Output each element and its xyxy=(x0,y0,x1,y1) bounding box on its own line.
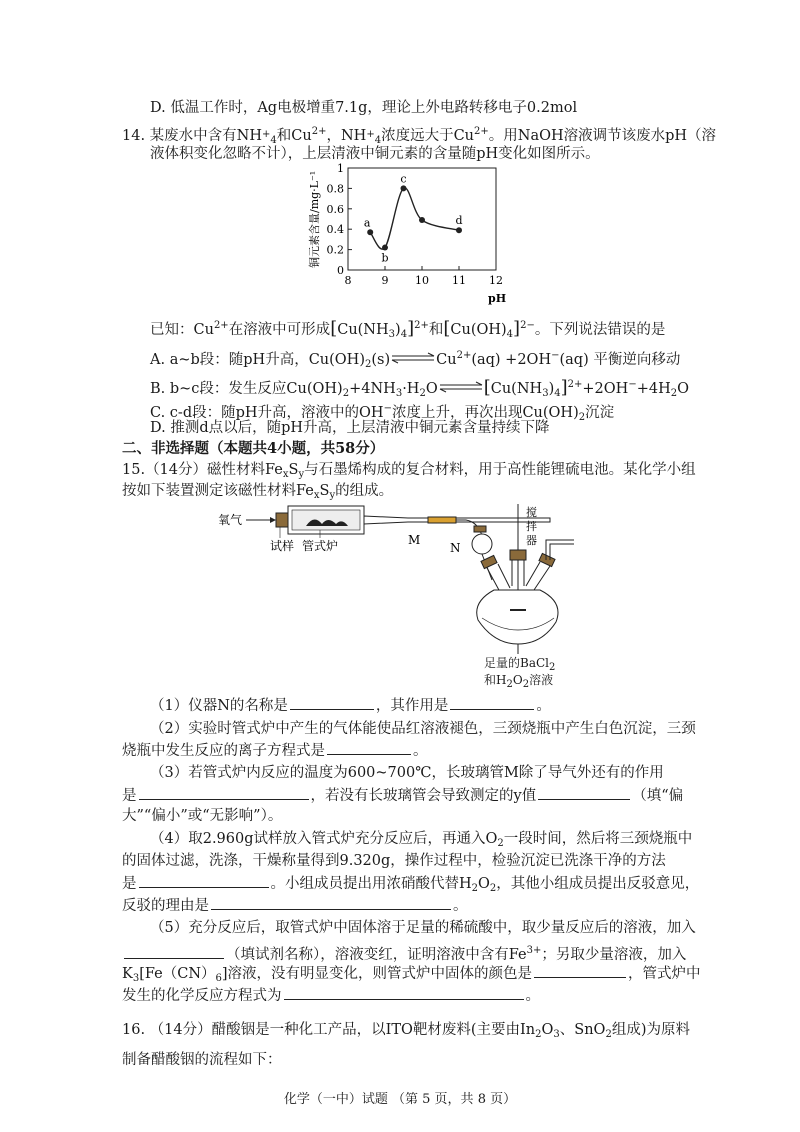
q15-part5-line4: 发生的化学反应方程式为 。 xyxy=(122,985,540,1006)
q15-part5-line3: $K_3[Fe(CN)_6]$溶液，没有明显变化，则管式炉中固体的颜色是 ，管式炉中 xyxy=(122,963,701,989)
q14-known: 已知：$Cu^{2+}$在溶液中可形成$[Cu(NH_3)_4]^{2+}$和$[Cu(OH)_4]^{2-}$。下列说法错误的是 xyxy=(150,318,666,340)
point-label: d xyxy=(455,214,463,228)
q14-option-c: C. c-d段：随pH升高，溶液中的OH−浓度上升，再次出现$Cu(OH)_2$沉淀 xyxy=(150,403,615,423)
q15-part4-line4: 反驳的理由是 。 xyxy=(122,895,468,916)
answer-blank[interactable] xyxy=(538,785,630,800)
q15-part3-line2: 是 ，若没有长玻璃管会导致测定的y值 （填“偏 xyxy=(122,785,683,806)
y-tick-label: 1 xyxy=(337,162,344,175)
x-tick-label: 12 xyxy=(489,274,503,287)
answer-blank[interactable] xyxy=(534,963,626,978)
q15-part3-line3: 大”“偏小”或“无影响”）。 xyxy=(122,808,283,824)
y-tick-label: 0.2 xyxy=(326,243,344,257)
page-footer: 化学（一中）试题 （第 5 页，共 8 页） xyxy=(283,1092,517,1107)
q15-part5-line2: （填试剂名称），溶液变红，证明溶液中含有$Fe^{3+}$；另取少量溶液，加入 xyxy=(122,941,686,965)
q15-part5-line1: （5）充分反应后，取管式炉中固体溶于足量的稀硫酸中，取少量反应后的溶液，加入 xyxy=(150,920,696,936)
stirrer-char-3: 器 xyxy=(526,534,537,547)
answer-blank[interactable] xyxy=(284,985,524,1000)
q16-stem-line1: 16. （14分）醋酸铟是一种化工产品，以ITO靶材废料(主要由$In_2O_3$、SnO$_2$组成)为原料 xyxy=(122,1022,690,1040)
instrument-n-label: N xyxy=(450,541,461,555)
data-point xyxy=(456,227,462,233)
reagent-label-1: 足量的BaCl$_2$ xyxy=(484,656,556,673)
three-neck-flask xyxy=(477,590,558,644)
experiment-apparatus xyxy=(210,500,590,662)
x-axis-label: pH xyxy=(488,292,507,305)
q14-stem-line1: 14. 某废水中含有$NH_{+4}$和$Cu^{2+}$，$NH_{+4}$浓度远大于$Cu^{2+}$。用NaOH溶液调节该废水pH（溶 xyxy=(122,126,717,146)
y-tick-label: 0 xyxy=(337,264,344,277)
equilibrium-arrow-icon xyxy=(390,352,436,364)
copper-ph-chart xyxy=(300,160,515,308)
q14-option-d: D. 推测d点以后，随pH升高，上层清液中铜元素含量持续下降 xyxy=(150,420,550,436)
q14-stem-line2: 液体积变化忽略不计），上层清液中铜元素的含量随pH变化如图所示。 xyxy=(150,146,600,162)
q15-part2-line2: 烧瓶中发生反应的离子方程式是 。 xyxy=(122,740,428,761)
answer-blank[interactable] xyxy=(290,695,374,710)
q15-part3-line1: （3）若管式炉内反应的温度为600~700℃，长玻璃管M除了导气外还有的作用 xyxy=(150,765,664,781)
answer-blank[interactable] xyxy=(124,944,224,959)
stirrer-char-2: 拌 xyxy=(526,520,537,533)
y-axis-label: 铜元素含量/mg·L⁻¹ xyxy=(308,170,321,268)
q15-stem-line2: 按如下装置测定该磁性材料$Fe_xS_y$的组成。 xyxy=(122,483,394,501)
oxygen-label: 氧气 xyxy=(218,513,243,527)
data-point xyxy=(382,245,388,251)
q15-stem-line1: 15.（14分）磁性材料$Fe_xS_y$与石墨烯构成的复合材料，用于高性能锂硫电池。某化学小组 xyxy=(122,462,696,480)
answer-blank[interactable] xyxy=(211,895,451,910)
data-point xyxy=(419,217,425,223)
furnace-label: 管式炉 xyxy=(302,539,339,553)
y-tick-label: 0.4 xyxy=(326,223,344,237)
reagent-label-2: 和$H_2O_2$溶液 xyxy=(484,673,554,690)
q15-part4-line3: 是 。小组成员提出用浓硝酸代替$H_2O_2$，其他小组成员提出反驳意见， xyxy=(122,873,699,899)
bulb-n xyxy=(472,534,492,554)
data-point xyxy=(367,229,373,235)
answer-blank[interactable] xyxy=(139,785,309,800)
stopper xyxy=(276,513,288,527)
answer-blank[interactable] xyxy=(450,695,534,710)
q15-part4-line2: 的固体过滤，洗涤，干燥称量得到9.320g，操作过程中，检验沉淀已洗涤干净的方法 xyxy=(122,853,666,869)
x-tick-label: 9 xyxy=(381,274,389,287)
stirrer-char-1: 搅 xyxy=(526,506,537,519)
q15-part1: （1）仪器N的名称是 ，其作用是 。 xyxy=(150,695,551,716)
q15-part2-line1: （2）实验时管式炉中产生的气体能使品红溶液褪色，三颈烧瓶中产生白色沉淀，三颈 xyxy=(150,721,696,737)
series-line xyxy=(370,188,459,249)
q16-stem-line2: 制备醋酸铟的流程如下： xyxy=(122,1052,282,1068)
x-tick-label: 11 xyxy=(452,274,466,287)
answer-blank[interactable] xyxy=(327,740,411,755)
q15-part4-line1: （4）取2.960g试样放入管式炉充分反应后，再通入$O_2$一段时间，然后将三颈烧瓶中 xyxy=(150,831,693,849)
point-label: a xyxy=(363,216,371,230)
point-label: b xyxy=(381,251,389,265)
sample-label: 试样 xyxy=(270,539,295,553)
q13-option-d: D. 低温工作时，Ag电极增重7.1g，理论上外电路转移电子0.2mol xyxy=(150,100,578,116)
section-2-title: 二、非选择题（本题共4小题，共58分） xyxy=(122,440,385,457)
point-label: c xyxy=(400,172,407,186)
equilibrium-arrow-icon xyxy=(438,381,484,393)
x-tick-label: 8 xyxy=(344,274,352,287)
q14-option-b: B. b~c段：发生反应$Cu(OH)_2+4NH_3\cdot H_2O$ $[Cu(NH_3)_4]^{2+}+2OH^-+4H_2O$ xyxy=(150,377,689,399)
y-tick-label: 0.8 xyxy=(326,182,344,196)
q14-option-a: A. a~b段：随pH升高，$Cu(OH)_2(s)$ $Cu^{2+}(aq) +2OH^-(aq)$ 平衡逆向移动 xyxy=(150,350,681,370)
x-tick-label: 10 xyxy=(415,274,429,287)
answer-blank[interactable] xyxy=(139,873,269,888)
y-tick-label: 0.6 xyxy=(326,202,344,216)
data-point xyxy=(401,185,407,191)
tube-m-label: M xyxy=(408,533,421,547)
